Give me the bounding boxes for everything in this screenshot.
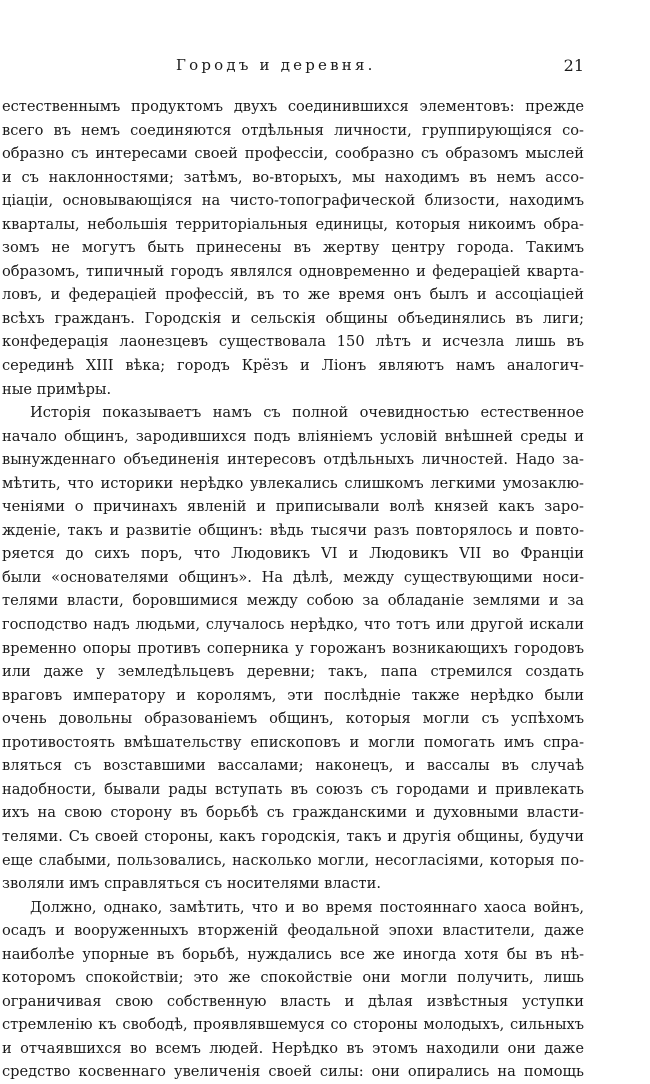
text-line: жденiе, такъ и развитiе общинъ: вѣдь тысячи разъ повторялось и повто-	[2, 521, 584, 539]
text-line: образно съ интересами своей профессiи, сообразно съ образомъ мыслей	[2, 145, 584, 163]
text-line: Должно, однако, замѣтить, что и во время постояннаго хаоса войнъ,	[30, 898, 584, 916]
text-line: еще слабыми, пользовались, насколько могли, несогласiями, которыя по-	[2, 851, 584, 869]
text-line: всѣхъ гражданъ. Городскiя и сельскiя общины объединялись въ лиги;	[2, 309, 584, 327]
text-line: цiацiи, основывающiяся на чисто-топографической близости, находимъ	[2, 192, 584, 210]
text-line: ловъ, и федерацiей профессiй, въ то же время онъ былъ и ассоцiацiей	[2, 286, 584, 304]
text-line: Исторiя показываетъ намъ съ полной очевидностью естественное	[30, 404, 584, 422]
text-line: средство косвеннаго увеличенiя своей силы: они опирались на помощь	[2, 1063, 584, 1081]
text-line: ряется до сихъ поръ, что Людовикъ VI и Людовикъ VII во Францiи	[2, 545, 584, 563]
page-number: 21	[563, 56, 584, 75]
text-line: враговъ императору и королямъ, эти послѣднiе также нерѣдко были	[2, 686, 584, 704]
text-line: ченiями о причинахъ явленiй и приписывали волѣ князей какъ заро-	[2, 498, 584, 516]
text-line: зомъ не могутъ быть принесены въ жертву центру города. Такимъ	[2, 239, 584, 257]
text-line: ихъ на свою сторону въ борьбѣ съ гражданскими и духовными власти-	[2, 804, 584, 822]
text-line: надобности, бывали рады вступать въ союзъ съ городами и привлекать	[2, 780, 584, 798]
text-line: вляться съ возставшими вассалами; наконецъ, и вассалы въ случаѣ	[2, 757, 584, 775]
text-line: временно опоры противъ соперника у горожанъ возникающихъ городовъ	[2, 639, 584, 657]
text-line: мѣтить, что историки нерѣдко увлекались слишкомъ легкими умозаклю-	[2, 474, 584, 492]
text-line: ограничивая свою собственную власть и дѣлая извѣстныя уступки	[2, 992, 584, 1010]
text-line: были «основателями общинъ». На дѣлѣ, между существующими носи-	[2, 568, 584, 586]
text-line: или даже у земледѣльцевъ деревни; такъ, папа стремился создать	[2, 663, 584, 681]
text-line: и отчаявшихся во всемъ людей. Нерѣдко въ этомъ находили они даже	[2, 1039, 584, 1057]
text-line: стремленiю къ свободѣ, проявлявшемуся со стороны молодыхъ, сильныхъ	[2, 1016, 584, 1034]
text-line: зволяли имъ справляться съ носителями власти.	[2, 875, 381, 893]
text-line: конфедерацiя лаонезцевъ существовала 150 лѣтъ и исчезла лишь въ	[2, 333, 584, 351]
text-line: телями. Съ своей стороны, какъ городскiя, такъ и другiя общины, будучи	[2, 827, 584, 845]
text-line: кварталы, небольшiя территорiальныя единицы, которыя никоимъ обра-	[2, 215, 584, 233]
text-line: и съ наклонностями; затѣмъ, во-вторыхъ, мы находимъ въ немъ ассо-	[2, 168, 584, 186]
running-head	[0, 56, 650, 78]
text-line: серединѣ XIII вѣка; городъ Крёзъ и Лiонъ являютъ намъ аналогич-	[2, 357, 584, 375]
running-title: Городъ и деревня.	[176, 56, 376, 74]
text-line: телями власти, боровшимися между собою за обладанiе землями и за	[2, 592, 584, 610]
text-line: противостоять вмѣшательству епископовъ и могли помогать имъ спра-	[2, 733, 584, 751]
body-text	[0, 95, 650, 1084]
text-line: очень довольны образованiемъ общинъ, которыя могли съ успѣхомъ	[2, 710, 584, 728]
text-line: господство надъ людьми, случалось нерѣдко, что тотъ или другой искали	[2, 616, 584, 634]
text-line: наиболѣе упорные въ борьбѣ, нуждались все же иногда хотя бы въ нѣ-	[2, 945, 584, 963]
text-line: образомъ, типичный городъ являлся одновременно и федерацiей кварта-	[2, 262, 584, 280]
text-line: ные примѣры.	[2, 380, 112, 398]
text-line: осадъ и вооруженныхъ вторженiй феодальной эпохи властители, даже	[2, 922, 584, 940]
text-line: естественнымъ продуктомъ двухъ соединившихся элементовъ: прежде	[2, 98, 584, 115]
text-line: которомъ спокойствiи; это же спокойствiе они могли получить, лишь	[2, 969, 584, 987]
text-line: начало общинъ, зародившихся подъ влiянiемъ условiй внѣшней среды и	[2, 427, 584, 445]
text-line: всего въ немъ соединяются отдѣльныя личности, группирующiяся со-	[2, 121, 584, 139]
text-line: вынужденнаго объединенiя интересовъ отдѣльныхъ личностей. Надо за-	[2, 451, 584, 469]
